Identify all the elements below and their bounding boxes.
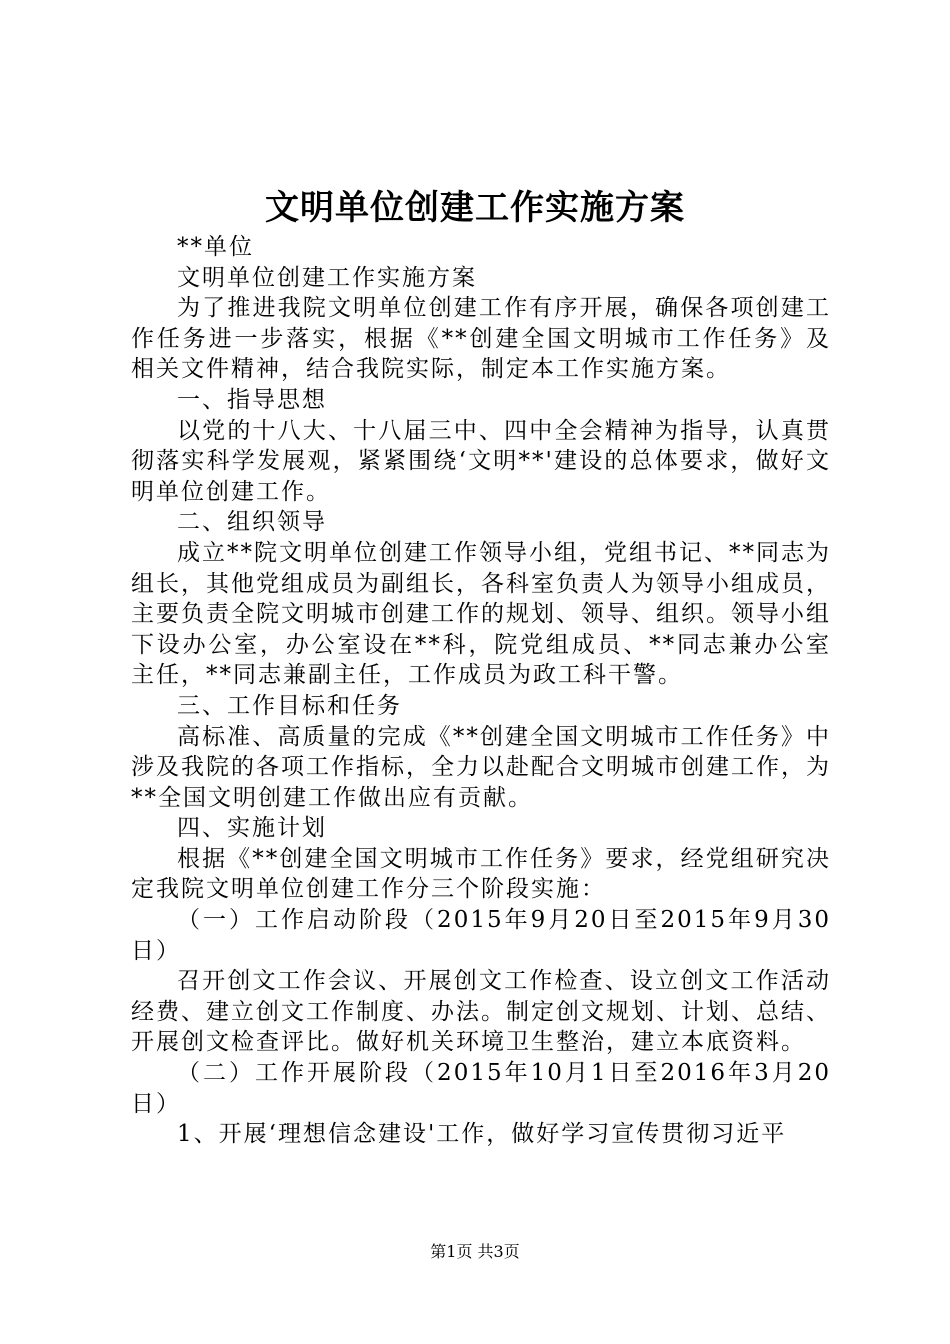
section-heading: 四、实施计划	[177, 815, 327, 842]
paragraph: 根据《**创建全国文明城市工作任务》要求，经党组研究决定我院文明单位创建工作分三个阶段实施：	[131, 845, 831, 903]
paragraph: 召开创文工作会议、开展创文工作检查、设立创文工作活动经费、建立创文工作制度、办法。制定创文规划、计划、总结、开展创文检查评比。做好机关环境卫生整治，建立本底资料。	[131, 968, 831, 1056]
paragraph: 成立**院文明单位创建工作领导小组，党组书记、**同志为组长，其他党组成员为副组长，各科室负责人为领导小组成员，主要负责全院文明城市创建工作的规划、领导、组织。领导小组下设办公室，办公室设在**科，院党组成员、**同志兼办公室主任，**同志兼副主任，工作成员为政工科干警。	[131, 539, 831, 689]
section-heading: 三、工作目标和任务	[177, 692, 402, 719]
paragraph: **单位	[177, 234, 254, 260]
section-heading: 二、组织领导	[177, 509, 327, 536]
paragraph: 高标准、高质量的完成《**创建全国文明城市工作任务》中涉及我院的各项工作指标，全力以赴配合文明城市创建工作，为**全国文明创建工作做出应有贡献。	[131, 723, 831, 811]
paragraph: 文明单位创建工作实施方案	[177, 264, 477, 291]
paragraph: 以党的十八大、十八届三中、四中全会精神为指导，认真贯彻落实科学发展观，紧紧围绕‘文明**'建设的总体要求，做好文明单位创建工作。	[131, 417, 831, 505]
paragraph: 1、开展‘理想信念建设'工作，做好学习宣传贯彻习近平	[177, 1121, 787, 1148]
section-heading: 一、指导思想	[177, 386, 327, 413]
paragraph: 为了推进我院文明单位创建工作有序开展，确保各项创建工作任务进一步落实，根据《**创建全国文明城市工作任务》及相关文件精神，结合我院实际，制定本工作实施方案。	[131, 295, 831, 383]
document-body	[131, 232, 831, 1150]
page-footer: 第1页 共3页	[430, 1242, 520, 1261]
subsection-heading: （一）工作启动阶段（2015年9月20日至2015年9月30日）	[131, 907, 831, 964]
document-title: 文明单位创建工作实施方案	[265, 188, 685, 228]
subsection-heading: （二）工作开展阶段（2015年10月1日至2016年3月20日）	[131, 1060, 831, 1117]
